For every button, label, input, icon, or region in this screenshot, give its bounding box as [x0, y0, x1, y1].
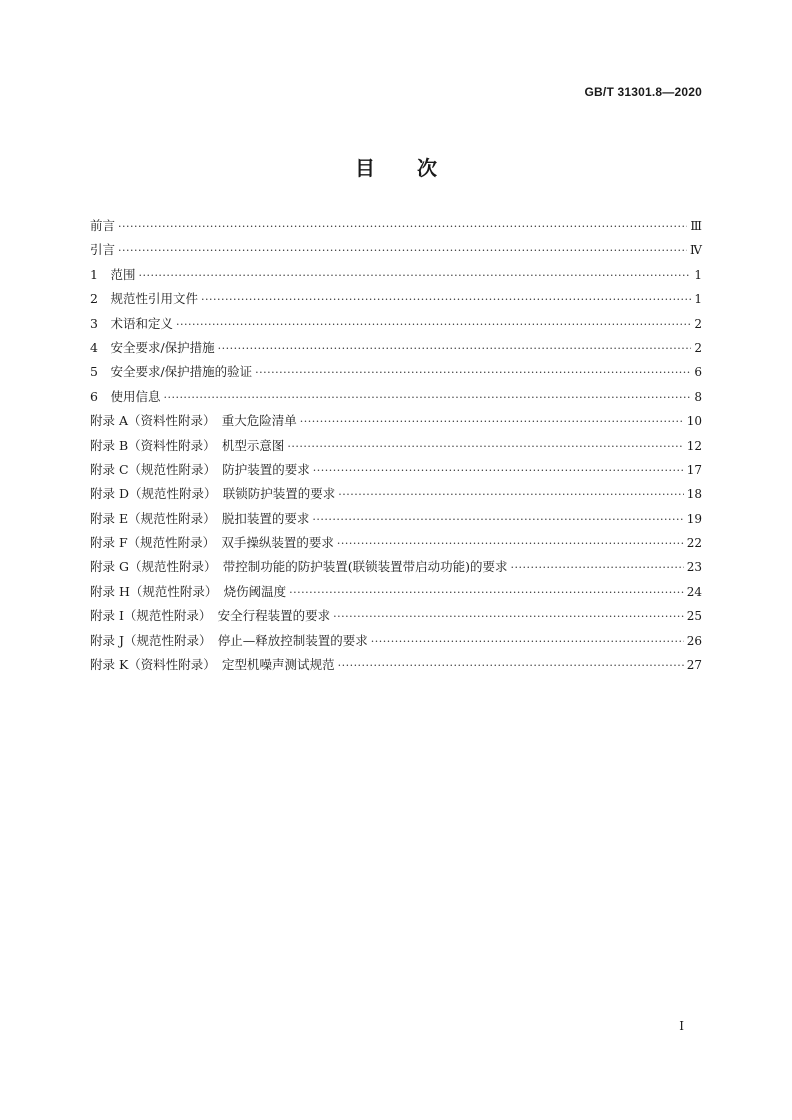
toc-leader-dots	[338, 488, 683, 501]
toc-entry-page: 24	[686, 584, 702, 599]
toc-entry-label: 附录 A（资料性附录） 重大危险清单	[90, 413, 297, 429]
toc-entry-verification[interactable]	[90, 362, 702, 386]
toc-title-char-2: 次	[417, 156, 437, 180]
toc-entry-page: 26	[686, 633, 702, 648]
toc-entry-label: 2 规范性引用文件	[90, 291, 198, 307]
toc-leader-dots	[201, 293, 691, 306]
toc-leader-dots	[218, 342, 692, 355]
toc-entry-annex-b[interactable]	[90, 436, 702, 460]
toc-entry-annex-j[interactable]	[90, 631, 702, 655]
toc-entry-page: Ⅳ	[690, 243, 702, 258]
toc-entry-annex-c[interactable]	[90, 460, 702, 484]
toc-entry-page: 10	[686, 414, 702, 429]
toc-entry-page: 27	[686, 658, 702, 673]
toc-leader-dots	[289, 586, 684, 599]
toc-leader-dots	[163, 391, 691, 404]
toc-title-char-1: 目	[355, 156, 375, 180]
toc-entry-label: 附录 G（规范性附录） 带控制功能的防护装置(联锁装置带启动功能)的要求	[90, 559, 508, 575]
toc-leader-dots	[255, 366, 691, 379]
toc-entry-page: 23	[686, 560, 702, 575]
toc-entry-introduction[interactable]	[90, 240, 702, 264]
toc-entry-annex-f[interactable]	[90, 533, 702, 557]
toc-entry-label: 5 安全要求/保护措施的验证	[90, 364, 253, 380]
toc-entry-label: 附录 H（规范性附录） 烧伤阈温度	[90, 583, 287, 599]
toc-entry-annex-d[interactable]	[90, 484, 702, 508]
toc-entry-page: 2	[694, 340, 702, 355]
standard-code: GB/T 31301.8—2020	[584, 85, 702, 99]
toc-leader-dots	[118, 220, 687, 233]
toc-entry-page: 6	[694, 365, 702, 380]
toc-entry-label: 前言	[90, 218, 116, 233]
toc-entry-page: 2	[694, 316, 702, 331]
toc-entry-page: 19	[686, 511, 702, 526]
toc-entry-page: 22	[686, 536, 702, 551]
toc-entry-page: 25	[686, 609, 702, 624]
toc-entry-label: 附录 K（资料性附录） 定型机噪声测试规范	[90, 657, 335, 673]
toc-entry-annex-k[interactable]	[90, 655, 702, 679]
toc-entry-page: 18	[686, 487, 702, 502]
toc-title	[0, 152, 792, 181]
toc-leader-dots	[138, 269, 691, 282]
toc-leader-dots	[176, 318, 691, 331]
toc-entry-label: 4 安全要求/保护措施	[90, 339, 215, 355]
toc-leader-dots	[510, 561, 683, 574]
toc-entry-page: 17	[686, 462, 702, 477]
toc-entry-label: 附录 F（规范性附录） 双手操纵装置的要求	[90, 535, 334, 551]
toc-entry-label: 附录 I（规范性附录） 安全行程装置的要求	[90, 608, 331, 624]
toc-leader-dots	[118, 244, 687, 257]
toc-leader-dots	[337, 537, 684, 550]
toc-leader-dots	[312, 513, 683, 526]
toc-leader-dots	[371, 635, 684, 648]
toc-entry-label: 附录 J（规范性附录） 停止—释放控制装置的要求	[90, 632, 368, 648]
toc-entry-annex-g[interactable]	[90, 557, 702, 581]
toc-leader-dots	[338, 659, 684, 672]
toc-entry-scope[interactable]	[90, 265, 702, 289]
toc-entry-label: 1 范围	[90, 266, 136, 282]
toc-entry-page: 1	[694, 292, 702, 307]
toc-entry-annex-a[interactable]	[90, 411, 702, 435]
toc-entry-label: 3 术语和定义	[90, 315, 173, 331]
toc-entry-annex-i[interactable]	[90, 606, 702, 630]
toc-entry-foreword[interactable]	[90, 216, 702, 240]
toc-entry-page: 1	[694, 267, 702, 282]
toc-entry-label: 附录 C（规范性附录） 防护装置的要求	[90, 461, 310, 477]
toc-entry-page: 8	[694, 389, 702, 404]
toc-entry-label: 附录 D（规范性附录） 联锁防护装置的要求	[90, 486, 336, 502]
toc-entry-terms-definitions[interactable]	[90, 314, 702, 338]
toc-entry-annex-h[interactable]	[90, 582, 702, 606]
toc-entry-page: Ⅲ	[690, 219, 702, 233]
toc-leader-dots	[313, 464, 684, 477]
toc-entry-safety-requirements[interactable]	[90, 338, 702, 362]
toc-entry-label: 6 使用信息	[90, 388, 161, 404]
toc-entry-information-for-use[interactable]	[90, 387, 702, 411]
toc-leader-dots	[300, 415, 684, 428]
toc-entry-label: 引言	[90, 242, 116, 258]
toc-entry-normative-references[interactable]	[90, 289, 702, 313]
toc-list	[90, 216, 702, 679]
toc-entry-label: 附录 B（资料性附录） 机型示意图	[90, 437, 285, 453]
toc-entry-annex-e[interactable]	[90, 509, 702, 533]
toc-leader-dots	[287, 440, 683, 453]
page-number: Ⅰ	[679, 1019, 684, 1033]
toc-leader-dots	[333, 610, 684, 623]
toc-entry-label: 附录 E（规范性附录） 脱扣装置的要求	[90, 510, 310, 526]
toc-entry-page: 12	[686, 438, 702, 453]
